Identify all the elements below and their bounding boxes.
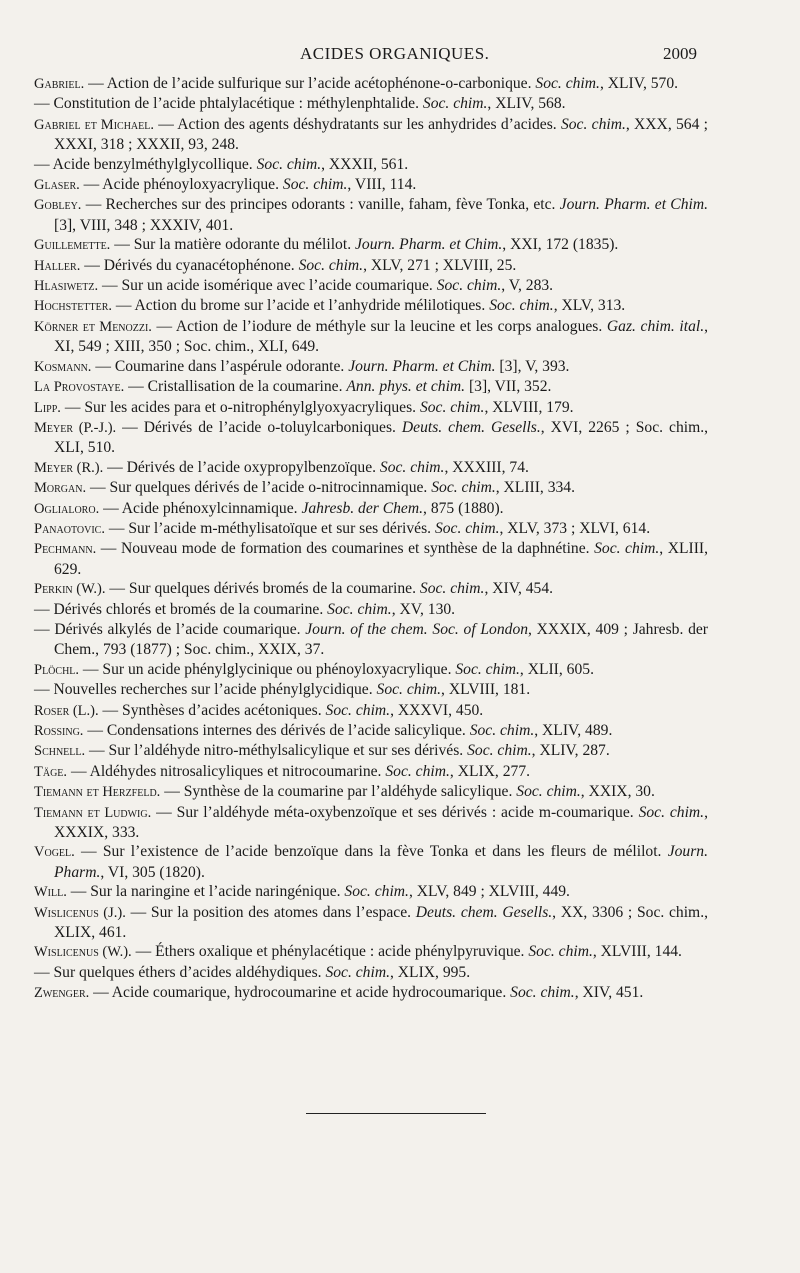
entry-title: — Sur quelques dérivés bromés de la coumarine. xyxy=(105,580,420,598)
entry-author: Vogel. xyxy=(34,844,75,861)
entry-journal: Ann. phys. et chim. xyxy=(346,378,466,396)
bibliography-entry xyxy=(34,701,708,721)
entry-journal: Soc. chim. xyxy=(419,398,485,416)
entry-author: Perkin (W.). xyxy=(34,581,106,598)
entry-author: La Provostaye. xyxy=(34,379,125,396)
page-header xyxy=(0,44,800,70)
bibliography-entry xyxy=(34,983,708,1003)
entry-reference: , XXXII, 561. xyxy=(321,155,409,173)
entry-reference: , XLIX, 277. xyxy=(449,762,531,780)
entry-reference: , XLVIII, 181. xyxy=(441,681,531,699)
entry-reference: , XLIX, 995. xyxy=(389,963,471,981)
entry-author: Morgan. xyxy=(34,480,87,497)
bibliography-entry xyxy=(34,882,708,902)
entry-title: — Condensations internes des dérivés de l’acide salicylique. xyxy=(83,722,470,739)
entry-title: — Dérivés chlorés et bromés de la coumarine. xyxy=(34,600,328,618)
bibliography-entry xyxy=(34,175,708,195)
entry-journal: Soc. chim. xyxy=(325,963,390,981)
entry-title: — Sur la matière odorante du mélilot. xyxy=(110,236,355,254)
entry-journal: Soc. chim. xyxy=(379,458,445,476)
entry-journal: Soc. chim. xyxy=(419,580,485,598)
entry-author: Plöchl. xyxy=(34,661,80,678)
entry-title: — Constitution de l’acide phtalylacétique : méthylenphtalide. xyxy=(34,95,423,113)
entry-journal: Soc. chim. xyxy=(422,95,488,113)
bibliography-entry xyxy=(34,296,708,316)
entry-reference: , XLIII, 334. xyxy=(495,479,575,497)
entry-title: — Sur un acide isomérique avec l’acide coumarique. xyxy=(98,277,437,295)
bibliography-entry xyxy=(34,519,708,539)
entry-author: Will. xyxy=(34,884,67,901)
entry-journal: Soc. chim. xyxy=(516,783,581,801)
entry-reference: , V, 283. xyxy=(501,277,554,295)
bibliography-entry xyxy=(34,256,708,276)
entry-reference: , XLII, 605. xyxy=(519,660,594,678)
entry-author: Wislicenus (J.). xyxy=(34,904,126,921)
entry-journal: Soc. chim. xyxy=(489,297,554,315)
entry-reference: , XXI, 172 (1835). xyxy=(502,236,619,254)
bibliography-entry xyxy=(34,478,708,498)
entry-author: Haller. xyxy=(34,257,81,274)
entry-journal: Soc. chim. xyxy=(376,681,442,699)
bibliography-entry xyxy=(34,903,708,943)
entry-reference: , XXXIX, 409 ; Jahresb. der Chem., 793 (1877) ; Soc. chim., XXIX, 37. xyxy=(54,620,708,659)
entry-title: — Nouveau mode de formation des coumarines et synthèse de la daphnétine. xyxy=(96,540,595,558)
entry-reference: , XLV, 373 ; XLVI, 614. xyxy=(499,519,651,537)
bibliography-entry xyxy=(34,74,708,94)
entry-title: — Cristallisation de la coumarine. xyxy=(124,378,347,396)
entry-author: Panaotovic. xyxy=(34,520,105,537)
entry-journal: Soc. chim. xyxy=(434,519,500,537)
bibliography-entry xyxy=(34,94,708,114)
entry-title: — Recherches sur des principes odorants : vanille, faham, fève Tonka, etc. xyxy=(81,196,560,214)
entry-author: Hlasiwetz. xyxy=(34,278,99,295)
entry-reference: [3], V, 393. xyxy=(495,357,570,375)
entry-reference: , XX, 3306 ; Soc. chim., XLIX, 461. xyxy=(54,903,708,942)
bibliography-list xyxy=(34,74,708,1004)
entry-journal: Soc. chim. xyxy=(528,943,593,961)
entry-author: Gabriel. xyxy=(34,76,85,92)
entry-title: — Acide phénoyloxyacrylique. xyxy=(79,176,283,194)
entry-journal: Soc. chim. xyxy=(469,722,535,739)
entry-author: Täge. xyxy=(34,763,68,780)
entry-journal: Soc. chim. xyxy=(560,115,626,133)
entry-reference: , VI, 305 (1820). xyxy=(100,863,205,881)
entry-author: Schnell. xyxy=(34,743,86,760)
entry-reference: , XLV, 271 ; XLVIII, 25. xyxy=(363,256,517,274)
bibliography-entry xyxy=(34,782,708,802)
entry-title: — Dérivés de l’acide oxypropylbenzoïque. xyxy=(103,458,380,476)
entry-author: Tiemann et Herzfeld. xyxy=(34,784,161,801)
entry-journal: Journ. Pharm. et Chim. xyxy=(348,357,496,375)
entry-journal: Soc. chim. xyxy=(282,176,348,194)
entry-journal: Soc. chim. xyxy=(385,762,450,780)
entry-author: Glaser. xyxy=(34,177,80,194)
entry-journal: Soc. chim. xyxy=(298,256,364,274)
entry-author: Gabriel et Michael. xyxy=(34,116,154,133)
entry-title: — Sur la position des atomes dans l’espace. xyxy=(125,903,416,921)
entry-author: Rossing. xyxy=(34,723,84,739)
entry-reference: , XLV, 313. xyxy=(553,297,626,315)
entry-reference: , XLIII, 629. xyxy=(54,540,708,578)
bibliography-entry xyxy=(34,620,708,660)
entry-reference: [3], VIII, 348 ; XXXIV, 401. xyxy=(54,216,234,234)
entry-journal: Soc. chim. xyxy=(638,803,705,821)
entry-journal: Soc. chim. xyxy=(431,479,496,497)
bibliography-entry xyxy=(34,803,708,843)
entry-reference: , XIV, 454. xyxy=(484,580,554,598)
entry-author: Guillemette. xyxy=(34,237,111,254)
entry-author: Körner et Menozzi. xyxy=(34,318,152,335)
bibliography-entry xyxy=(34,398,708,418)
bibliography-entry xyxy=(34,680,708,700)
entry-title: — Action de l’acide sulfurique sur l’acide acétophénone-o-carbonique. xyxy=(84,75,536,92)
bibliography-entry xyxy=(34,115,708,155)
entry-author: Zwenger. xyxy=(34,985,90,1002)
entry-reference: , XLV, 849 ; XLVIII, 449. xyxy=(408,883,570,901)
entry-journal: Journ. Pharm. xyxy=(54,843,708,881)
entry-journal: Soc. chim. xyxy=(325,701,391,719)
entry-journal: Soc. chim. xyxy=(436,277,502,295)
entry-title: — Sur l’acide m-méthylisatoïque et sur ses dérivés. xyxy=(104,519,435,537)
entry-journal: Soc. chim. xyxy=(344,883,409,901)
entry-reference: , VIII, 114. xyxy=(347,176,417,194)
entry-title: — Acide phénoxylcinnamique. xyxy=(99,499,302,517)
entry-title: — Acide coumarique, hydrocoumarine et acide hydrocoumarique. xyxy=(89,984,511,1002)
bibliography-entry xyxy=(34,377,708,397)
entry-journal: Soc. chim. xyxy=(510,984,575,1002)
entry-title: — Nouvelles recherches sur l’acide phénylglycidique. xyxy=(34,681,377,699)
entry-reference: , XXX, 564 ; XXXI, 318 ; XXXII, 93, 248. xyxy=(54,115,708,154)
entry-journal: Journ. of the chem. Soc. of London xyxy=(305,620,529,638)
entry-journal: Deuts. chem. Gesells. xyxy=(401,418,541,436)
entry-author: Tiemann et Ludwig. xyxy=(34,804,152,821)
entry-author: Roser (L.). xyxy=(34,702,99,719)
entry-title: — Synthèses d’acides acétoniques. xyxy=(98,701,326,719)
bibliography-entry xyxy=(34,579,708,599)
entry-title: — Dérivés de l’acide o-toluylcarboniques. xyxy=(116,418,402,436)
entry-reference: , XIV, 451. xyxy=(574,984,644,1002)
entry-reference: , XXIX, 30. xyxy=(580,783,655,801)
bibliography-entry xyxy=(34,418,708,458)
entry-title: — Sur l’aldéhyde méta-oxybenzoïque et ses dérivés : acide m-coumarique. xyxy=(151,803,639,821)
entry-author: Gobley. xyxy=(34,197,82,214)
entry-journal: Soc. chim. xyxy=(535,75,600,92)
bibliography-entry xyxy=(34,357,708,377)
entry-journal: Soc. chim. xyxy=(594,540,660,558)
page-number: 2009 xyxy=(663,44,697,63)
entry-title: — Dérivés du cyanacétophénone. xyxy=(80,256,299,274)
entry-reference: [3], VII, 352. xyxy=(465,378,552,396)
entry-reference: , XVI, 2265 ; Soc. chim., XLI, 510. xyxy=(54,418,708,457)
bibliography-entry xyxy=(34,963,708,983)
section-rule xyxy=(306,1113,486,1114)
entry-author: Lipp. xyxy=(34,399,61,416)
bibliography-entry xyxy=(34,317,708,357)
entry-title: — Action du brome sur l’acide et l’anhydride mélilotiques. xyxy=(111,297,490,315)
bibliography-entry xyxy=(34,499,708,519)
entry-reference: , XXXIX, 333. xyxy=(54,803,708,842)
entry-title: — Action de l’iodure de méthyle sur la leucine et les corps analogues. xyxy=(151,317,607,335)
entry-reference: , XV, 130. xyxy=(391,600,456,618)
entry-journal: Journ. Pharm. et Chim. xyxy=(355,236,503,254)
entry-title: — Synthèse de la coumarine par l’aldéhyde salicylique. xyxy=(160,783,517,801)
bibliography-entry xyxy=(34,842,708,882)
entry-title: — Coumarine dans l’aspérule odorante. xyxy=(91,357,349,375)
entry-reference: , XLVIII, 179. xyxy=(484,398,574,416)
bibliography-entry xyxy=(34,276,708,296)
entry-title: — Action des agents déshydratants sur les anhydrides d’acides. xyxy=(153,115,561,133)
bibliography-entry xyxy=(34,235,708,255)
entry-journal: Soc. chim. xyxy=(256,155,322,173)
entry-title: — Sur un acide phénylglycinique ou phénoyloxyacrylique. xyxy=(79,660,456,678)
entry-reference: , XLIV, 568. xyxy=(487,95,566,113)
bibliography-entry xyxy=(34,539,708,579)
bibliography-entry xyxy=(34,458,708,478)
bibliography-entry xyxy=(34,155,708,175)
entry-reference: , XLIV, 287. xyxy=(531,742,610,760)
entry-title: — Sur l’aldéhyde nitro-méthylsalicylique et sur ses dérivés. xyxy=(85,742,468,760)
entry-author: Meyer (P.-J.). xyxy=(34,419,117,436)
entry-reference: , XXXIII, 74. xyxy=(444,458,529,476)
entry-journal: Jahresb. der Chem. xyxy=(301,499,424,517)
entry-title: — Sur quelques éthers d’acides aldéhydiques. xyxy=(34,963,326,981)
entry-author: Pechmann. xyxy=(34,541,97,558)
bibliography-entry xyxy=(34,721,708,741)
entry-title: — Éthers oxalique et phénylacétique : acide phénylpyruvique. xyxy=(131,943,529,961)
entry-title: — Sur quelques dérivés de l’acide o-nitrocinnamique. xyxy=(86,479,432,497)
entry-author: Hochstetter. xyxy=(34,298,112,315)
entry-title: — Dérivés alkylés de l’acide coumarique. xyxy=(34,620,306,638)
running-title: ACIDES ORGANIQUES. xyxy=(300,44,490,63)
bibliography-entry xyxy=(34,195,708,235)
entry-journal: Gaz. chim. ital. xyxy=(606,317,705,335)
bibliography-entry xyxy=(34,741,708,761)
entry-reference: , XLVIII, 144. xyxy=(592,943,682,961)
entry-journal: Soc. chim. xyxy=(455,660,520,678)
entry-author: Meyer (R.). xyxy=(34,459,104,476)
entry-title: — Sur la naringine et l’acide naringénique. xyxy=(66,883,345,901)
entry-title: — Acide benzylméthylglycollique. xyxy=(34,155,257,173)
entry-title: — Aldéhydes nitrosalicyliques et nitrocoumarine. xyxy=(67,762,386,780)
bibliography-entry xyxy=(34,762,708,782)
entry-reference: , XXXVI, 450. xyxy=(390,701,484,719)
bibliography-entry xyxy=(34,600,708,620)
entry-author: Kosmann. xyxy=(34,358,92,375)
entry-reference: , XLIV, 489. xyxy=(534,722,613,739)
entry-title: — Sur l’existence de l’acide benzoïque dans la fève Tonka et dans les fleurs de mélilot. xyxy=(74,843,668,861)
entry-author: Wislicenus (W.). xyxy=(34,944,132,961)
entry-author: Oglialoro. xyxy=(34,500,100,517)
entry-journal: Journ. Pharm. et Chim. xyxy=(559,196,708,214)
entry-title: — Sur les acides para et o-nitrophénylglyoxyacryliques. xyxy=(60,398,420,416)
entry-reference: , 875 (1880). xyxy=(423,499,504,517)
entry-reference: , XI, 549 ; XIII, 350 ; Soc. chim., XLI, 649. xyxy=(54,317,709,356)
bibliography-entry xyxy=(34,660,708,680)
entry-reference: , XLIV, 570. xyxy=(599,75,679,92)
entry-journal: Soc. chim. xyxy=(467,742,532,760)
bibliography-entry xyxy=(34,942,708,962)
entry-journal: Soc. chim. xyxy=(327,600,392,618)
entry-journal: Deuts. chem. Gesells. xyxy=(415,903,553,921)
